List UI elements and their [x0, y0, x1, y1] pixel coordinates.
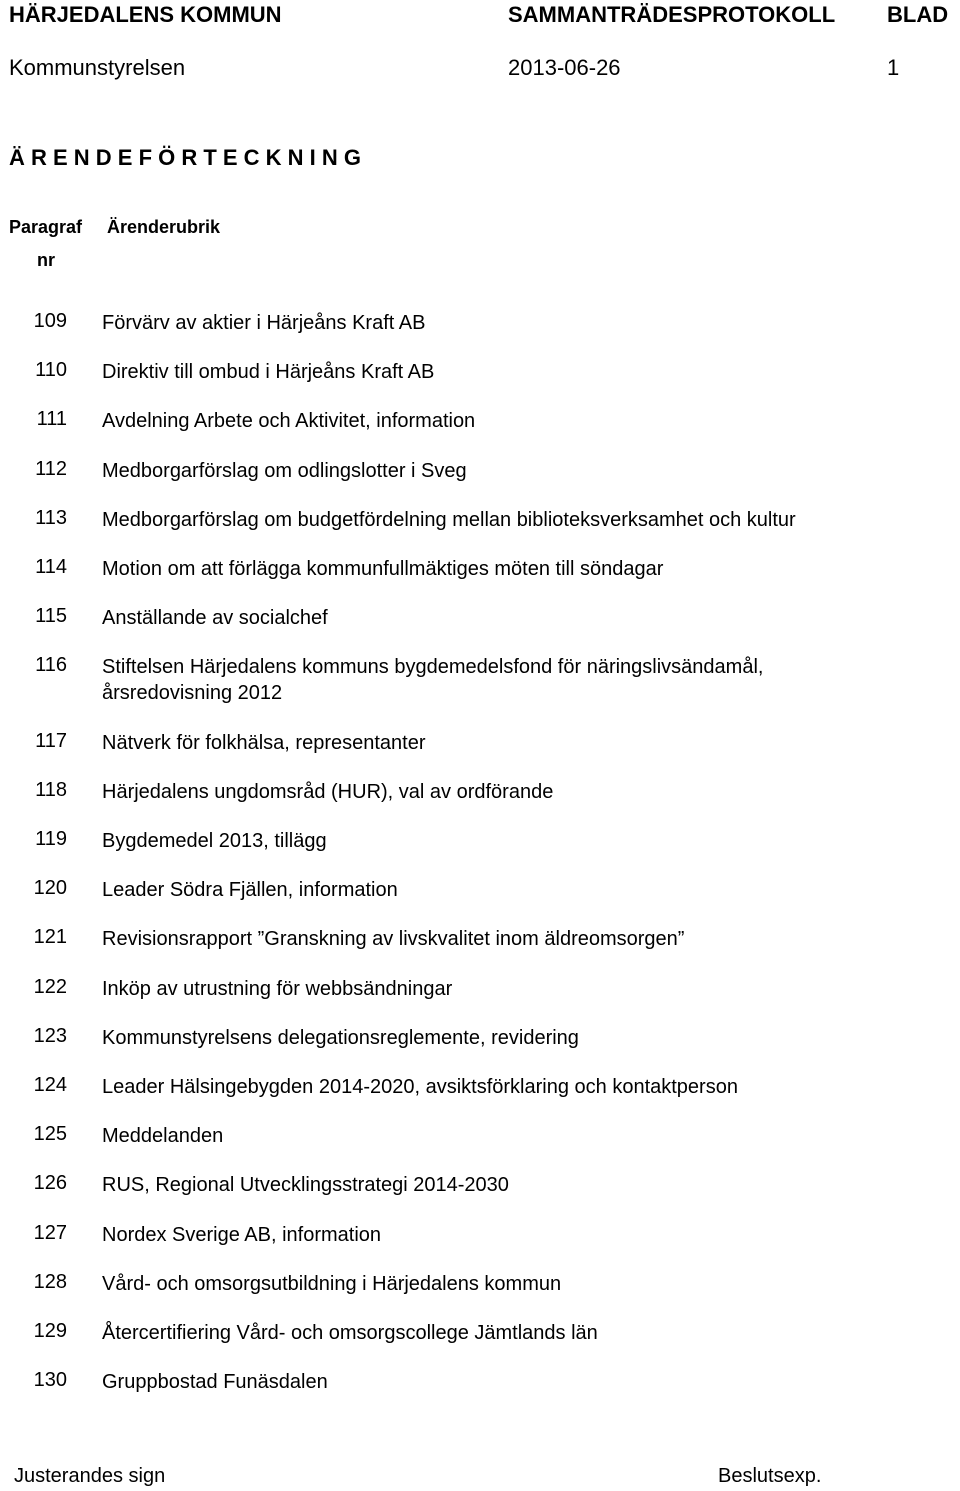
item-subject: Nätverk för folkhälsa, representanter [102, 731, 426, 754]
item-subject: Kommunstyrelsens delegationsreglemente, revidering [102, 1026, 579, 1049]
paragraph-number: 117 [35, 729, 67, 752]
paragraph-number: 113 [35, 506, 67, 529]
body-name: Kommunstyrelsen [9, 55, 186, 80]
paragraph-number: 116 [35, 654, 67, 677]
paragraph-number: 120 [33, 877, 67, 900]
page-title: Ä R E N D E F Ö R T E C K N I N G [9, 145, 362, 170]
paragraph-number: 110 [35, 359, 67, 382]
municipality-name: HÄRJEDALENS KOMMUN [9, 2, 282, 27]
item-subject: Avdelning Arbete och Aktivitet, information [102, 410, 476, 433]
item-subject: Leader Södra Fjällen, information [102, 879, 398, 902]
column-header-paragraph: Paragraf [9, 217, 83, 237]
item-subject: Medborgarförslag om odlingslotter i Sveg [102, 459, 467, 482]
meeting-date: 2013-06-26 [508, 55, 621, 80]
paragraph-number: 127 [33, 1221, 67, 1244]
item-subject: Direktiv till ombud i Härjeåns Kraft AB [102, 361, 435, 384]
paragraph-number: 122 [33, 975, 67, 998]
paragraph-number: 118 [35, 778, 67, 801]
item-subject-continued: årsredovisning 2012 [102, 682, 283, 705]
initials-label: Justerandes sign [14, 1465, 166, 1487]
sheet-number: 1 [887, 55, 900, 80]
paragraph-number: 109 [33, 310, 67, 332]
paragraph-number: 129 [33, 1320, 67, 1342]
paragraph-number: 121 [33, 926, 67, 949]
column-header-paragraph-nr: nr [37, 250, 55, 270]
item-subject: Medborgarförslag om budgetfördelning mellan biblioteksverksamhet och kultur [102, 508, 796, 531]
item-subject: Vård- och omsorgsutbildning i Härjedalens kommun [102, 1272, 562, 1295]
paragraph-number: 130 [33, 1369, 67, 1392]
item-subject: Bygdemedel 2013, tillägg [102, 830, 327, 852]
paragraph-number: 114 [35, 556, 67, 578]
item-subject: Motion om att förlägga kommunfullmäktiges möten till söndagar [102, 558, 664, 580]
document-type: SAMMANTRÄDESPROTOKOLL [508, 2, 836, 27]
paragraph-number: 125 [33, 1123, 67, 1146]
column-header-subject: Ärenderubrik [107, 217, 221, 237]
sheet-label: BLAD [887, 2, 949, 27]
paragraph-number: 112 [35, 457, 67, 480]
item-subject: Gruppbostad Funäsdalen [102, 1371, 328, 1394]
item-subject: Nordex Sverige AB, information [102, 1223, 382, 1246]
paragraph-number: 111 [36, 408, 67, 431]
item-subject: Stiftelsen Härjedalens kommuns bygdemedelsfond för näringslivsändamål, [102, 656, 764, 679]
paragraph-number: 115 [35, 605, 67, 628]
item-subject: Meddelanden [102, 1125, 224, 1148]
paragraph-number: 126 [33, 1172, 67, 1195]
paragraph-number: 128 [33, 1270, 67, 1293]
paragraph-number: 123 [33, 1024, 67, 1047]
item-subject: RUS, Regional Utvecklingsstrategi 2014-2030 [102, 1174, 509, 1197]
item-subject: Leader Hälsingebygden 2014-2020, avsiktsförklaring och kontaktperson [102, 1076, 738, 1098]
extract-label: Beslutsexp. [718, 1465, 822, 1487]
item-subject: Förvärv av aktier i Härjeåns Kraft AB [102, 312, 426, 334]
item-subject: Revisionsrapport ”Granskning av livskvalitet inom äldreomsorgen” [102, 928, 685, 951]
item-subject: Återcertifiering Vård- och omsorgscollege Jämtlands län [102, 1322, 598, 1344]
item-subject: Anställande av socialchef [102, 607, 328, 630]
item-subject: Inköp av utrustning för webbsändningar [102, 977, 453, 1000]
item-subject: Härjedalens ungdomsråd (HUR), val av ordförande [102, 780, 554, 803]
paragraph-number: 119 [35, 828, 67, 850]
paragraph-number: 124 [33, 1074, 67, 1096]
